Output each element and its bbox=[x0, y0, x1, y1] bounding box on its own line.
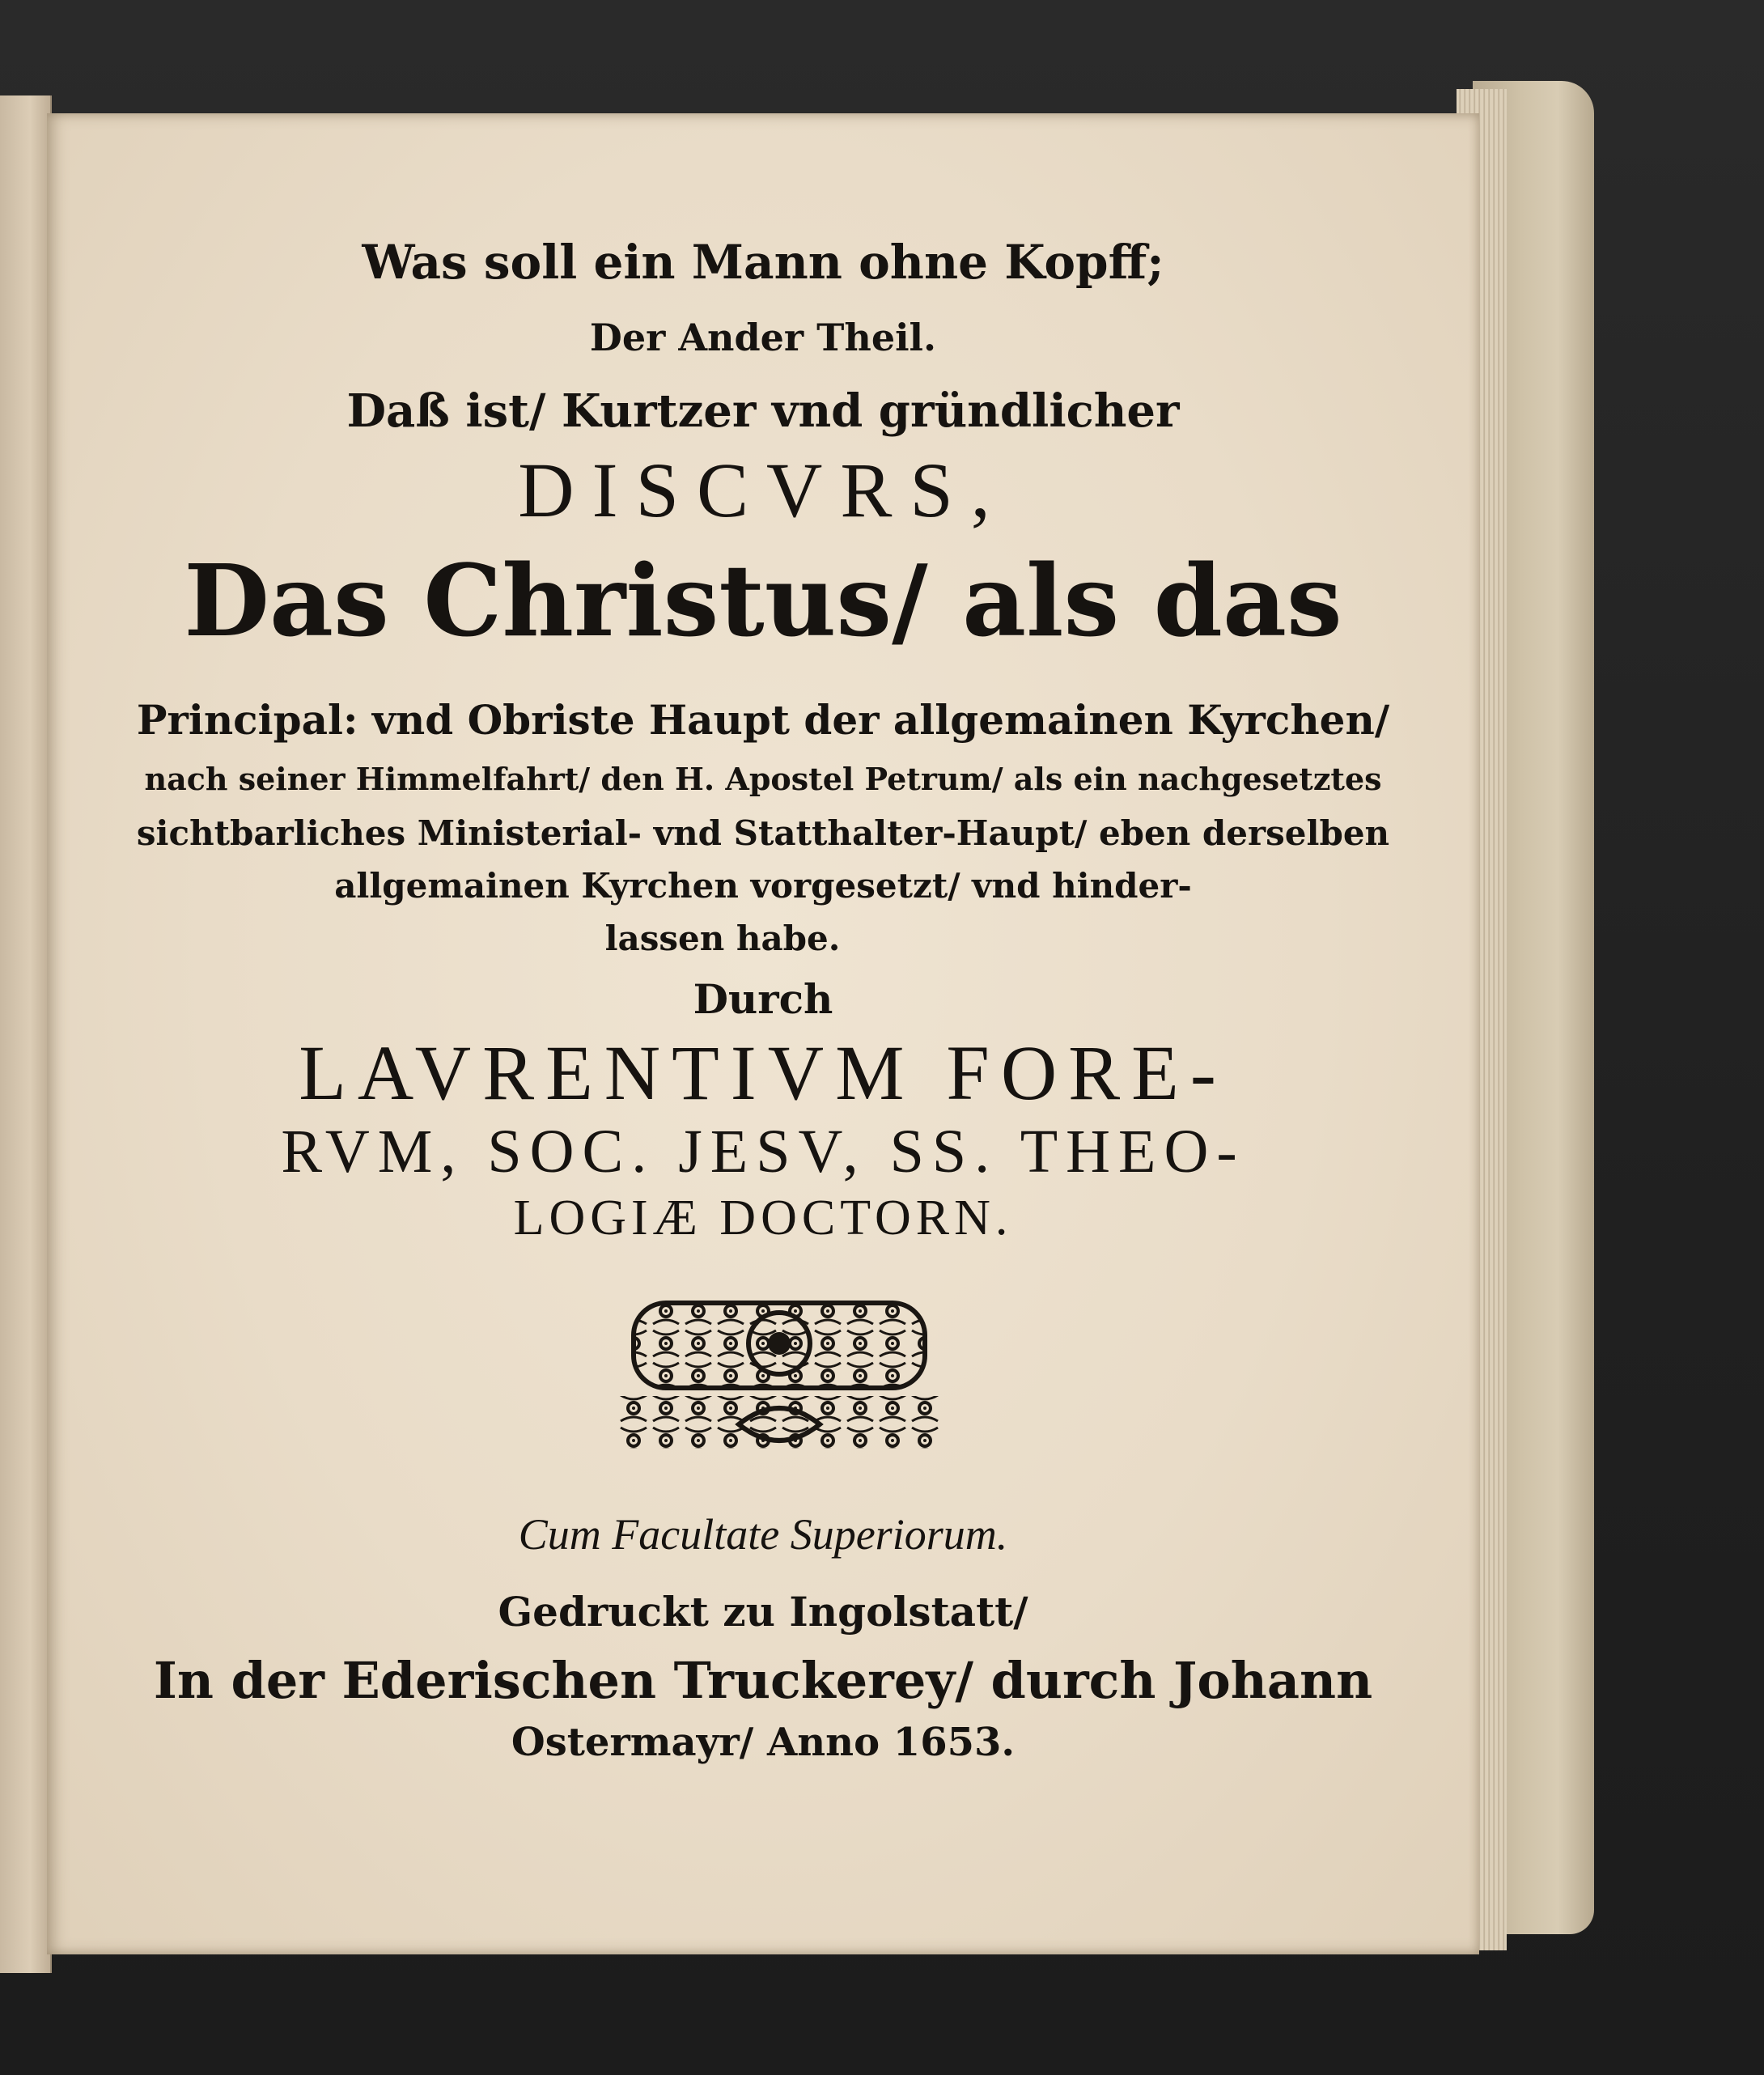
imprint-line-1: Gedruckt zu Ingolstatt/ bbox=[498, 1588, 1028, 1636]
author-line-1: LAVRENTIVM FORE- bbox=[299, 1029, 1228, 1116]
author-line-2: RVM, SOC. JESV, SS. THEO- bbox=[281, 1118, 1245, 1186]
body-line-3: sichtbarliches Ministerial- vnd Statthalter-Haupt/ eben derselben bbox=[136, 813, 1390, 853]
imprint-line-2: In der Ederischen Truckerey/ durch Johann bbox=[153, 1651, 1373, 1710]
title-line-2: Der Ander Theil. bbox=[589, 316, 937, 359]
body-line-1: Principal: vnd Obriste Haupt der allgemainen Kyrchen/ bbox=[136, 696, 1390, 744]
author-line-3: LOGIÆ DOCTORN. bbox=[513, 1190, 1013, 1245]
title-page bbox=[47, 113, 1479, 1954]
facultate-line: Cum Facultate Superiorum. bbox=[518, 1510, 1008, 1559]
imprint-line-3: Ostermayr/ Anno 1653. bbox=[511, 1720, 1016, 1765]
title-line-3: Daß ist/ Kurtzer vnd gründlicher bbox=[346, 384, 1180, 438]
printers-ornament-icon bbox=[617, 1295, 941, 1457]
title-line-1: Was soll ein Mann ohne Kopff; bbox=[362, 235, 1164, 290]
facing-page-edge bbox=[0, 95, 52, 1973]
body-line-5: lassen habe. bbox=[604, 919, 841, 958]
discurs-heading: DISCVRS, bbox=[518, 447, 1008, 533]
durch-label: Durch bbox=[693, 975, 833, 1023]
main-title: Das Christus/ als das bbox=[184, 542, 1342, 659]
body-line-4: allgemainen Kyrchen vorgesetzt/ vnd hinder- bbox=[334, 866, 1192, 906]
body-line-2: nach seiner Himmelfahrt/ den H. Apostel Petrum/ als ein nachgesetztes bbox=[144, 761, 1382, 797]
